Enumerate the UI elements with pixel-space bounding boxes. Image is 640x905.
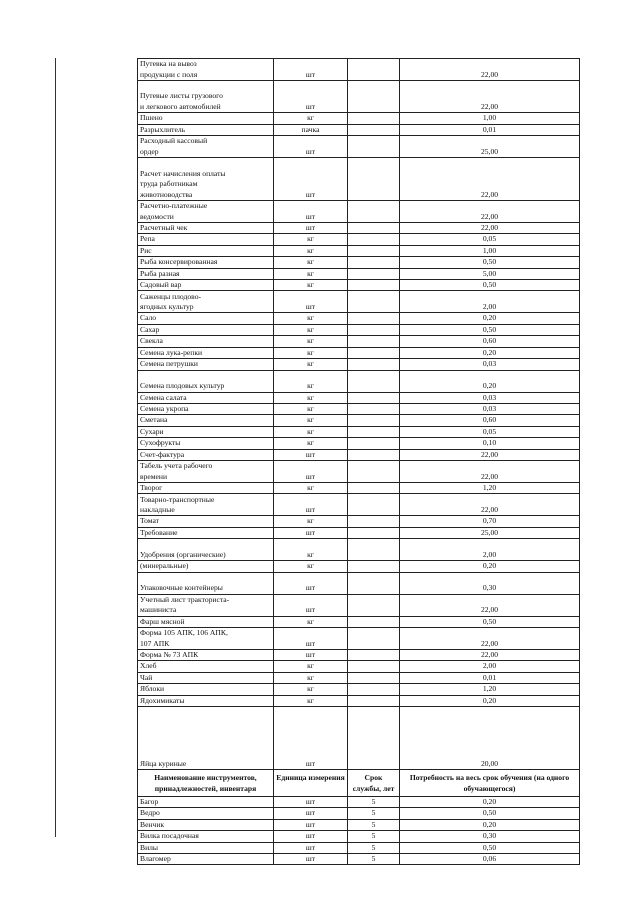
cell-name: Рис bbox=[138, 245, 274, 256]
cell-name: Расчетный чек bbox=[138, 223, 274, 234]
cell-name: Саженцы плодово- ягодных культур bbox=[138, 291, 274, 313]
cell-need: 1,00 bbox=[400, 113, 580, 124]
cell-unit: кг bbox=[274, 370, 348, 392]
cell-life bbox=[348, 494, 400, 516]
cell-need: 0,10 bbox=[400, 438, 580, 449]
cell-life bbox=[348, 616, 400, 627]
table-row bbox=[138, 415, 580, 426]
cell-need: 22,00 bbox=[400, 594, 580, 616]
table-row bbox=[138, 561, 580, 572]
cell-unit: шт bbox=[274, 627, 348, 649]
cell-name: Удобрения (органические) bbox=[138, 539, 274, 561]
table-row bbox=[138, 707, 580, 770]
table-row bbox=[138, 336, 580, 347]
cell-life bbox=[348, 649, 400, 660]
cell-name: Садовый вар bbox=[138, 280, 274, 291]
cell-life bbox=[348, 403, 400, 414]
table-row bbox=[138, 572, 580, 594]
cell-need: 0,20 bbox=[400, 347, 580, 358]
cell-life: 5 bbox=[348, 819, 400, 830]
cell-name: Творог bbox=[138, 482, 274, 493]
cell-life bbox=[348, 449, 400, 460]
cell-need: 25,00 bbox=[400, 527, 580, 538]
cell-need: 0,06 bbox=[400, 854, 580, 865]
cell-life bbox=[348, 113, 400, 124]
table-row bbox=[138, 268, 580, 279]
table-row bbox=[138, 113, 580, 124]
table-row bbox=[138, 245, 580, 256]
tools-rows bbox=[138, 797, 580, 865]
cell-name: Сухофрукты bbox=[138, 438, 274, 449]
consumables-rows bbox=[138, 59, 580, 770]
table-row bbox=[138, 684, 580, 695]
cell-life bbox=[348, 291, 400, 313]
tools-header bbox=[138, 770, 580, 797]
cell-name: Яйца куриные bbox=[138, 707, 274, 770]
cell-need: 2,00 bbox=[400, 291, 580, 313]
cell-need: 22,00 bbox=[400, 627, 580, 649]
cell-unit: кг bbox=[274, 561, 348, 572]
cell-unit: шт bbox=[274, 449, 348, 460]
cell-unit: кг bbox=[274, 415, 348, 426]
cell-life bbox=[348, 460, 400, 482]
cell-life bbox=[348, 527, 400, 538]
cell-name: Упаковочные контейнеры bbox=[138, 572, 274, 594]
cell-unit: кг bbox=[274, 392, 348, 403]
cell-name: Сало bbox=[138, 313, 274, 324]
cell-unit: кг bbox=[274, 336, 348, 347]
cell-unit: кг bbox=[274, 438, 348, 449]
cell-name: Табель учета рабочего времени bbox=[138, 460, 274, 482]
cell-life: 5 bbox=[348, 797, 400, 808]
cell-name: Требование bbox=[138, 527, 274, 538]
table-row bbox=[138, 819, 580, 830]
cell-need: 0,50 bbox=[400, 280, 580, 291]
table-row bbox=[138, 516, 580, 527]
cell-unit: кг bbox=[274, 234, 348, 245]
cell-name: (минеральные) bbox=[138, 561, 274, 572]
cell-unit: шт bbox=[274, 808, 348, 819]
cell-name: Путевка на вывоз продукции с поля bbox=[138, 59, 274, 81]
cell-name: Семена укропа bbox=[138, 403, 274, 414]
cell-name: Свекла bbox=[138, 336, 274, 347]
cell-unit: шт bbox=[274, 291, 348, 313]
cell-life bbox=[348, 268, 400, 279]
cell-name: Расчет начисления оплаты труда работникам животноводства bbox=[138, 158, 274, 201]
table-row bbox=[138, 449, 580, 460]
table-row bbox=[138, 854, 580, 865]
cell-need: 22,00 bbox=[400, 449, 580, 460]
table-row bbox=[138, 672, 580, 683]
cell-need: 22,00 bbox=[400, 460, 580, 482]
cell-need: 1,00 bbox=[400, 245, 580, 256]
cell-need: 0,03 bbox=[400, 392, 580, 403]
cell-name: Семена лука-репки bbox=[138, 347, 274, 358]
cell-unit: шт bbox=[274, 649, 348, 660]
cell-life bbox=[348, 707, 400, 770]
table-row bbox=[138, 392, 580, 403]
cell-need: 0,70 bbox=[400, 516, 580, 527]
cell-need: 2,00 bbox=[400, 661, 580, 672]
cell-need: 0,50 bbox=[400, 842, 580, 853]
cell-life bbox=[348, 136, 400, 158]
cell-life bbox=[348, 438, 400, 449]
cell-need: 1,20 bbox=[400, 684, 580, 695]
cell-unit: шт bbox=[274, 572, 348, 594]
cell-unit: шт bbox=[274, 201, 348, 223]
table-row bbox=[138, 661, 580, 672]
table-row bbox=[138, 808, 580, 819]
cell-life bbox=[348, 627, 400, 649]
cell-unit: кг bbox=[274, 684, 348, 695]
cell-life bbox=[348, 594, 400, 616]
cell-unit: шт bbox=[274, 494, 348, 516]
cell-name: Сухари bbox=[138, 426, 274, 437]
cell-name: Томат bbox=[138, 516, 274, 527]
cell-unit: кг bbox=[274, 347, 348, 358]
table-row bbox=[138, 527, 580, 538]
cell-name: Расходный кассовый ордер bbox=[138, 136, 274, 158]
table-row bbox=[138, 223, 580, 234]
table-row bbox=[138, 831, 580, 842]
cell-unit: кг bbox=[274, 113, 348, 124]
cell-name: Пшено bbox=[138, 113, 274, 124]
cell-unit: кг bbox=[274, 245, 348, 256]
table-row bbox=[138, 460, 580, 482]
cell-life bbox=[348, 81, 400, 113]
cell-name: Товарно-транспортные накладные bbox=[138, 494, 274, 516]
table-row bbox=[138, 494, 580, 516]
cell-need: 22,00 bbox=[400, 201, 580, 223]
cell-unit: шт bbox=[274, 59, 348, 81]
cell-need: 0,01 bbox=[400, 124, 580, 135]
cell-unit: кг bbox=[274, 313, 348, 324]
cell-name: Репа bbox=[138, 234, 274, 245]
cell-need: 22,00 bbox=[400, 81, 580, 113]
cell-life bbox=[348, 684, 400, 695]
table-row bbox=[138, 403, 580, 414]
cell-unit: кг bbox=[274, 403, 348, 414]
table-row bbox=[138, 124, 580, 135]
cell-name: Рыба консервированная bbox=[138, 257, 274, 268]
cell-name: Путевые листы грузового и легкового автомобилей bbox=[138, 81, 274, 113]
table-row bbox=[138, 649, 580, 660]
cell-need: 0,50 bbox=[400, 324, 580, 335]
cell-life bbox=[348, 234, 400, 245]
cell-name: Сахар bbox=[138, 324, 274, 335]
table-row bbox=[138, 59, 580, 81]
cell-unit: кг bbox=[274, 672, 348, 683]
cell-unit: шт bbox=[274, 136, 348, 158]
cell-need: 0,50 bbox=[400, 808, 580, 819]
cell-need: 0,01 bbox=[400, 672, 580, 683]
cell-life bbox=[348, 661, 400, 672]
cell-need: 5,00 bbox=[400, 268, 580, 279]
cell-name: Фарш мясной bbox=[138, 616, 274, 627]
cell-name: Форма № 73 АПК bbox=[138, 649, 274, 660]
cell-need: 0,20 bbox=[400, 561, 580, 572]
cell-unit: шт bbox=[274, 842, 348, 853]
cell-life bbox=[348, 223, 400, 234]
cell-life bbox=[348, 359, 400, 370]
cell-life: 5 bbox=[348, 808, 400, 819]
cell-life: 5 bbox=[348, 854, 400, 865]
cell-name: Форма 105 АПК, 106 АПК, 107 АПК bbox=[138, 627, 274, 649]
cell-unit: кг bbox=[274, 426, 348, 437]
table-row bbox=[138, 616, 580, 627]
cell-need: 0,20 bbox=[400, 313, 580, 324]
table-row bbox=[138, 438, 580, 449]
cell-need: 25,00 bbox=[400, 136, 580, 158]
cell-name: Яблоки bbox=[138, 684, 274, 695]
table-row bbox=[138, 201, 580, 223]
table-row bbox=[138, 695, 580, 706]
table-row bbox=[138, 280, 580, 291]
cell-unit: кг bbox=[274, 539, 348, 561]
cell-need: 2,00 bbox=[400, 539, 580, 561]
cell-need: 0,20 bbox=[400, 797, 580, 808]
cell-need: 0,20 bbox=[400, 819, 580, 830]
cell-need: 0,03 bbox=[400, 403, 580, 414]
cell-need: 0,30 bbox=[400, 831, 580, 842]
table-row bbox=[138, 234, 580, 245]
cell-unit: шт bbox=[274, 594, 348, 616]
cell-need: 0,05 bbox=[400, 426, 580, 437]
cell-unit: кг bbox=[274, 516, 348, 527]
cell-life bbox=[348, 257, 400, 268]
cell-name: Вилы bbox=[138, 842, 274, 853]
cell-life: 5 bbox=[348, 831, 400, 842]
cell-name: Хлеб bbox=[138, 661, 274, 672]
cell-unit: шт bbox=[274, 797, 348, 808]
cell-need: 0,60 bbox=[400, 336, 580, 347]
table-row bbox=[138, 136, 580, 158]
cell-unit: кг bbox=[274, 280, 348, 291]
cell-unit: кг bbox=[274, 616, 348, 627]
cell-life bbox=[348, 336, 400, 347]
cell-need: 0,20 bbox=[400, 370, 580, 392]
header-life: Срок службы, лет bbox=[348, 770, 400, 797]
cell-need: 0,30 bbox=[400, 572, 580, 594]
cell-unit: кг bbox=[274, 359, 348, 370]
cell-name: Сметана bbox=[138, 415, 274, 426]
table-row bbox=[138, 426, 580, 437]
cell-life bbox=[348, 695, 400, 706]
cell-life: 5 bbox=[348, 842, 400, 853]
cell-name: Багор bbox=[138, 797, 274, 808]
cell-unit: шт bbox=[274, 223, 348, 234]
cell-need: 0,05 bbox=[400, 234, 580, 245]
table-row bbox=[138, 291, 580, 313]
header-unit: Единица измерения bbox=[274, 770, 348, 797]
cell-need: 1,20 bbox=[400, 482, 580, 493]
table-row bbox=[138, 313, 580, 324]
cell-name: Расчетно-платежные ведомости bbox=[138, 201, 274, 223]
cell-need: 22,00 bbox=[400, 223, 580, 234]
cell-name: Ведро bbox=[138, 808, 274, 819]
cell-life bbox=[348, 201, 400, 223]
cell-life bbox=[348, 392, 400, 403]
cell-name: Счет-фактура bbox=[138, 449, 274, 460]
table-row bbox=[138, 797, 580, 808]
cell-need: 0,03 bbox=[400, 359, 580, 370]
cell-life bbox=[348, 59, 400, 81]
cell-unit: шт bbox=[274, 819, 348, 830]
supplies-table bbox=[137, 58, 580, 865]
cell-name: Чай bbox=[138, 672, 274, 683]
cell-need: 22,00 bbox=[400, 494, 580, 516]
cell-life bbox=[348, 324, 400, 335]
cell-life bbox=[348, 347, 400, 358]
cell-life bbox=[348, 516, 400, 527]
cell-unit: шт bbox=[274, 707, 348, 770]
cell-unit: кг bbox=[274, 695, 348, 706]
cell-name: Семена салата bbox=[138, 392, 274, 403]
cell-unit: пачка bbox=[274, 124, 348, 135]
cell-unit: кг bbox=[274, 324, 348, 335]
cell-need: 0,20 bbox=[400, 695, 580, 706]
cell-unit: кг bbox=[274, 482, 348, 493]
cell-life bbox=[348, 415, 400, 426]
cell-name: Вилка посадочная bbox=[138, 831, 274, 842]
cell-life bbox=[348, 561, 400, 572]
table-row bbox=[138, 324, 580, 335]
cell-need: 0,50 bbox=[400, 257, 580, 268]
cell-life bbox=[348, 313, 400, 324]
cell-life bbox=[348, 124, 400, 135]
cell-life bbox=[348, 672, 400, 683]
table-row bbox=[138, 594, 580, 616]
cell-unit: кг bbox=[274, 257, 348, 268]
cell-unit: кг bbox=[274, 268, 348, 279]
cell-need: 20,00 bbox=[400, 707, 580, 770]
table-row bbox=[138, 627, 580, 649]
cell-unit: шт bbox=[274, 158, 348, 201]
cell-unit: шт bbox=[274, 527, 348, 538]
cell-life bbox=[348, 370, 400, 392]
cell-unit: кг bbox=[274, 661, 348, 672]
cell-life bbox=[348, 245, 400, 256]
cell-life bbox=[348, 539, 400, 561]
table-row bbox=[138, 482, 580, 493]
cell-life bbox=[348, 280, 400, 291]
cell-name: Венчик bbox=[138, 819, 274, 830]
cell-life bbox=[348, 158, 400, 201]
table-row bbox=[138, 842, 580, 853]
table-row bbox=[138, 158, 580, 201]
cell-name: Семена плодовых культур bbox=[138, 370, 274, 392]
table-row bbox=[138, 347, 580, 358]
cell-name: Рыба разная bbox=[138, 268, 274, 279]
table-row bbox=[138, 539, 580, 561]
cell-need: 22,00 bbox=[400, 649, 580, 660]
cell-life bbox=[348, 426, 400, 437]
page-margin-line bbox=[55, 58, 56, 837]
cell-name: Семена петрушки bbox=[138, 359, 274, 370]
cell-unit: шт bbox=[274, 81, 348, 113]
table-row bbox=[138, 257, 580, 268]
cell-unit: шт bbox=[274, 460, 348, 482]
cell-name: Учетный лист тракториста- машиниста bbox=[138, 594, 274, 616]
cell-unit: шт bbox=[274, 831, 348, 842]
table-row bbox=[138, 81, 580, 113]
cell-name: Ядохимикаты bbox=[138, 695, 274, 706]
cell-name: Разрыхлитель bbox=[138, 124, 274, 135]
cell-name: Влагомер bbox=[138, 854, 274, 865]
cell-unit: шт bbox=[274, 854, 348, 865]
table-row bbox=[138, 370, 580, 392]
cell-need: 22,00 bbox=[400, 59, 580, 81]
cell-need: 0,50 bbox=[400, 616, 580, 627]
cell-life bbox=[348, 572, 400, 594]
cell-need: 22,00 bbox=[400, 158, 580, 201]
table-row bbox=[138, 359, 580, 370]
header-need: Потребность на весь срок обучения (на одного обучающегося) bbox=[400, 770, 580, 797]
cell-life bbox=[348, 482, 400, 493]
cell-need: 0,60 bbox=[400, 415, 580, 426]
header-name: Наименование инструментов, принадлежностей, инвентаря bbox=[138, 770, 274, 797]
